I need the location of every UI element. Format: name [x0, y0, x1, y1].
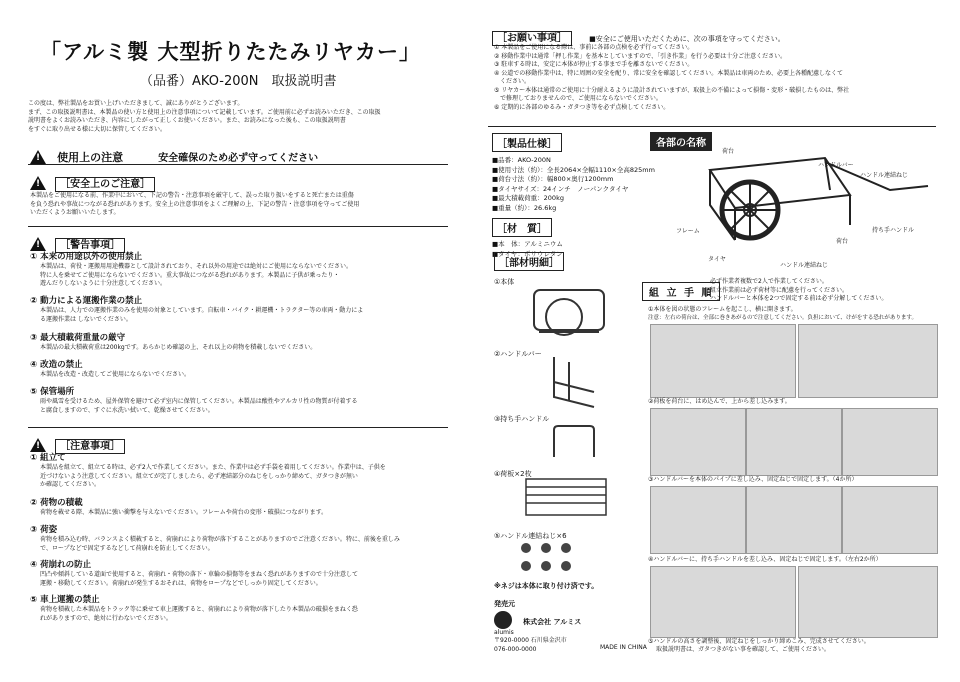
part-item: ②ハンドルバー [494, 350, 542, 358]
safety-heading: ［安全上のご注意］ [55, 177, 155, 192]
specs-section [492, 132, 655, 259]
notes-heading: ［お願い事項］ [492, 31, 572, 46]
part-item: ⑤ハンドル連結ねじ×6 [494, 532, 567, 540]
assembly-photo-1b [798, 324, 938, 398]
list-item: ⑤ 車上運搬の禁止 荷物を積載した本製品をトラック等に乗せて車上運搬すると、荷崩れにより荷物が落下したり本製品の破損をまねく恐 れがありますので、絶対に行わないでください。 [30, 595, 358, 622]
notes-list [494, 44, 934, 112]
label-bed: 荷台 [722, 148, 735, 155]
list-item: ③ 最大積載荷重量の厳守 本製品の最大積載荷重は200kgです。あらかじめ確認の上、それ以上の荷物を積載しないでください。 [30, 333, 317, 351]
parts-list-heading: ［部材明細］ [494, 252, 564, 271]
list-item: ください。 [494, 78, 531, 85]
assembly-step: 取扱説明書は、ガタつきがない事を確認して、ご使用ください。 [656, 646, 830, 653]
part-item: ④荷板×2枚 [494, 470, 532, 478]
spec-row: ■タイヤサイズ：24インチ ノーパンクタイヤ [492, 184, 629, 193]
document-subtitle: （品番）AKO-200N 取扱説明書 [140, 74, 337, 89]
assembly-photo-3c [842, 486, 938, 554]
list-item: ② 荷物の積載 荷物を載せる際、本製品に強い衝撃を与えないでください。フレームや荷台の変形・破損につながります。 [30, 498, 328, 516]
warnings-header [30, 233, 125, 252]
warning-icon [30, 438, 46, 452]
cautions-list [30, 453, 450, 630]
usage-caution-header [30, 146, 450, 165]
document-title: 「アルミ製 大型折りたたみリヤカー」 [40, 40, 422, 64]
list-item: ② 動力による運搬作業の禁止 本製品は、人力での運搬作業のみを使用の対象としています。自転車・バイク・耕運機・トラクター等の車両・動力によ る運搬作業は しないでください。 [30, 296, 364, 323]
assembly-step-caution: 注意：左右の荷台は、全部に巻きあがるので注意してください。負担において、けがをする恐れがあります。 [648, 315, 917, 321]
list-item: ④ 荷崩れの防止 凹凸や傾斜している道面で使用すると、荷崩れ・荷物の落下・車輪の損傷等をまねく恐れがありますので十分注意して 運搬・移動してください。荷崩れが発生するおそれは、荷物をロープなどでしっかり固定してください。 [30, 560, 359, 587]
parts-list [494, 270, 624, 600]
divider [28, 226, 448, 227]
list-item: ⑥ 定期的に各部のゆるみ・ガタつき等を必ず点検してください。 [494, 103, 670, 111]
label-frame: フレーム [676, 228, 700, 235]
assembly-photo-2b [746, 408, 842, 476]
material-row: ■本 体：アルミニウム [492, 240, 563, 248]
label-handle-screw-2: ハンドル連結ねじ [780, 262, 829, 269]
usage-caution-heading: 使用上の注意 [57, 151, 124, 164]
list-item: ⑤ リヤカー本体は通常のご使用に十分耐えるように設計されていますが、取扱上の不備によって損傷・変形・破損したものは、弊社 [494, 86, 850, 94]
notes-header [492, 26, 785, 45]
warnings-list [30, 252, 450, 421]
list-item: ④ 公道での移動作業中は、特に周囲の安全を配り、常に安全を確認してください。本製品は車両のため、必要上各種配慮しなくて [494, 69, 844, 77]
list-item: ① 本製品をご使用になる際は、事前に各部の点検を必ず行ってください。 [494, 44, 694, 51]
list-item: で修理しておりませんので、ご使用にならないでください。 [494, 95, 662, 102]
safety-body: 本製品をご使用になる前、作業中において、下記の警告・注意事項を厳守して、誤った取り扱いをすると死亡または重傷 を負う恐れや事故につながる恐れがあります。安全上の注意事項をよくご理解の上、下記の警告・注意事項を守ってご使用 いただくようお願いいたします。 [30, 192, 360, 216]
part-handle-bar-icon [544, 352, 604, 412]
label-grip-handle: 持ち手ハンドル [872, 227, 915, 234]
assembly-step: ②荷板を荷台に、はめ込んで、上から差し込みます。 [648, 398, 791, 405]
assembly-step: ①本体を図の状態のフレームを起こし、横に開きます。 [648, 306, 797, 313]
part-board-icon [522, 475, 612, 520]
label-handle-bar: ハンドルバー [818, 162, 854, 169]
warning-icon [30, 237, 46, 251]
label-handle-screw: ハンドル連結ねじ [860, 172, 909, 179]
list-item: ③ 駐車する時は、安定に本体が停止する事まで手を離さないでください。 [494, 61, 694, 68]
label-bed-2: 荷台 [836, 238, 849, 245]
intro-text: この度は、弊社製品をお買い上げいただきまして、誠にありがとうございます。 まず、この取扱説明書は、本製品の使い方と使用上の注意事項について記載しています。ご使用前に必ずお読みいただき、この取扱 説明書をよくお読みいただき、内容にしたがって正しくお使いください。また、お読みになった後も、この取扱説明書 をすぐに取り出せる様に大切に保管してください。 [28, 100, 381, 133]
assembly-photo-4a [650, 566, 796, 638]
safety-header [30, 172, 155, 191]
assembly-photo-2c [842, 408, 938, 476]
made-in: MADE IN CHINA [600, 644, 647, 651]
cautions-header [30, 434, 125, 453]
spec-row: ■使用寸法（約）：全長2064×全幅1110×全高825mm [492, 165, 655, 174]
list-item: ① 組立て 本製品を組立て、組立てる時は、必ず2人で作業してください。また、作業中は必ず手袋を着用してください。作業中は、子供を 近づけないよう注意してください。組立てが完了しましたら、必ず連結部分のねじをしっかり締めて、ガタつきが無い か確認してください。 [30, 453, 386, 488]
material-row: ■タイヤ：ポリウレタン [492, 249, 563, 258]
assembly-photo-3b [746, 486, 842, 554]
vendor-address: 〒920-0000 石川県金沢市 [494, 637, 567, 644]
assembly-photo-3a [650, 486, 746, 554]
vendor-logo-text: alumis [494, 628, 514, 636]
part-screws-icon [514, 538, 614, 580]
specs-heading: ［製品仕様］ [492, 133, 562, 152]
label-tire: タイヤ [708, 256, 726, 263]
assembly-photo-4b [798, 566, 938, 638]
assembly-step: ④ハンドルバーに、持ち手ハンドルを差し込み、固定ねじで固定します。（左右2か所） [648, 556, 882, 563]
cautions-heading: ［注意事項］ [55, 439, 125, 454]
warning-icon [30, 150, 46, 164]
assembly-step: ③ハンドルバーを本体のパイプに差し込み、固定ねじで固定します。（4か所） [648, 476, 858, 483]
list-item: ① 本来の用途以外の使用禁止 本製品は、荷役・運搬用用途機器として設計されており、それ以外の用途では絶対にご使用にならないでください。 特に人を乗せてご使用にならないでください。重大事故につながる恐れがあります。本製品に子供が乗ったり・ 遊んだりしないように十分注意してください。 [30, 252, 353, 287]
parts-footnote: ※ネジは本体に取り付け済です。 [494, 582, 599, 590]
parts-names-heading: 各部の名称 [650, 132, 712, 151]
part-item: ①本体 [494, 278, 515, 286]
vendor-company: 株式会社 アルミス [523, 618, 582, 626]
part-grip-handle-icon [544, 422, 604, 462]
divider [28, 164, 448, 165]
vendor-tel: 076-000-0000 [494, 645, 537, 653]
part-body-icon [524, 282, 614, 347]
list-item: ② 移動作業中は通常「押し作業」を基本としていますので、「引き作業」を行う必要は十分ご注意ください。 [494, 52, 787, 60]
notes-lead: ■安全にご使用いただくために、次の事項を守ってください。 [589, 35, 785, 43]
warnings-heading: ［警告事項］ [55, 238, 125, 253]
spec-row: ■品番：AKO-200N [492, 156, 551, 164]
list-item: ⑤ 保管場所 雨や風雪を受けるため、屋外保管を避けて必ず室内に保管してください。本製品は酸性やアルカリ性の物質が付着する と腐食しますので、すぐに水洗い拭いて、乾燥させてください。 [30, 387, 358, 414]
warning-icon [30, 176, 46, 190]
spec-row: ■荷台寸法（約）：幅800×奥行1200mm [492, 175, 614, 183]
list-item: ③ 荷姿 荷物を積み込む時、バランスよく積載すると、荷崩れにより荷物が落下することがありますのでご注意ください。特に、前後を重しみ で、ロープなどで固定するなどして荷崩れを防止してください。 [30, 525, 400, 552]
vendor-heading: 発売元 [494, 600, 515, 608]
assembly-photo-1a [650, 324, 796, 398]
assembly-note: 必ず作業者複数で2人で作業してください。 組立作業前は必ず荷材等に配慮を行ってください。 ハンドルバーと本体を2つで固定する前は必ず分解してください。 [710, 278, 888, 302]
spec-row: ■重量（約）：26.6kg [492, 203, 557, 212]
assembly-photo-2a [650, 408, 746, 476]
divider [28, 427, 448, 428]
usage-caution-subheading: 安全確保のため必ず守ってください [158, 153, 319, 164]
part-item: ③持ち手ハンドル [494, 415, 550, 423]
material-heading: ［材 質］ [492, 218, 552, 237]
list-item: ④ 改造の禁止 本製品を改造・改造してご使用にならないでください。 [30, 360, 191, 378]
assembly-step: ⑤ハンドルの高さを調整後、固定ねじをしっかり締めこみ、完成させてください。 [648, 638, 870, 645]
divider [488, 126, 936, 127]
vendor-logo [494, 611, 512, 629]
spec-row: ■最大積載荷重：200kg [492, 194, 564, 202]
assembly-heading: 組 立 手 順 [642, 282, 720, 301]
